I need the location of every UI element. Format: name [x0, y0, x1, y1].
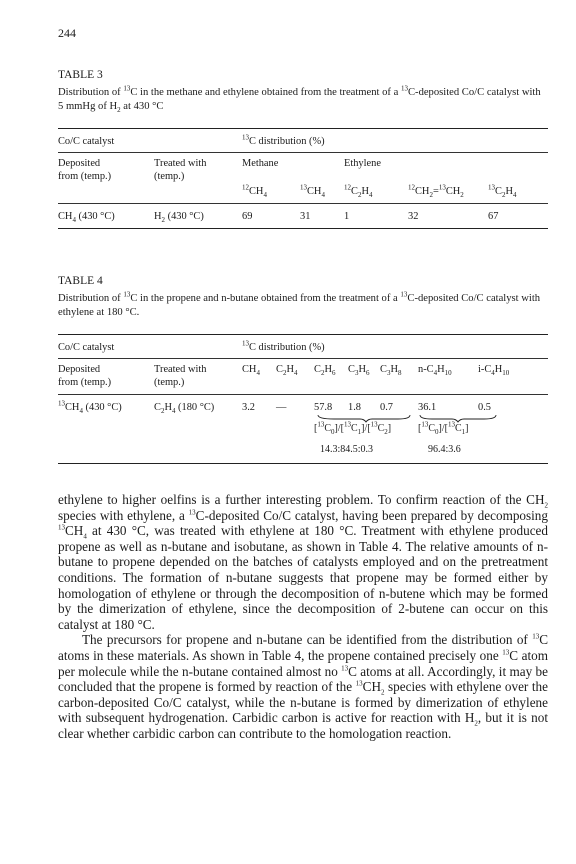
page-number: 244 — [58, 26, 76, 40]
table3-cell-v2: 31 — [300, 211, 311, 222]
table3-cell-treated: $H_2$ (430 °C) — [154, 211, 204, 225]
table4-header-deposited: Deposited from (temp.) — [58, 364, 112, 388]
table4-col-C3H8: $C_3H_8$ — [380, 364, 402, 378]
table4-cell-v1: — — [276, 402, 287, 413]
table4-cell-v6: 0.5 — [478, 402, 491, 413]
table3-block — [58, 69, 548, 229]
table3-cell-v3: 1 — [344, 211, 350, 222]
table4-propene-ratio: 14.3:84.5:0.3 — [320, 444, 374, 455]
table4-butane-ratio-label: $[^{13}C_0]/[^{13}C_1]$ — [418, 420, 469, 436]
table3-col-13CH4: $^{13}CH_4$ — [300, 183, 325, 200]
table4-cell-v4: 0.7 — [380, 402, 393, 413]
table4-propene-brace — [314, 414, 418, 421]
table4 — [58, 334, 548, 464]
table4-cell-v2: 57.8 — [314, 402, 333, 413]
table4-cell-v0: 3.2 — [242, 402, 255, 413]
paragraph-2: The precursors for propene and n-butane can be identified from the distribution of $^{13}$C atoms in these materials. As shown in Table 4, the propene contained precisely one $^{13}$C atom per molecule while the n-butane contained almost no $^{13}$C atoms at all. Accordingly, it may be concluded that the propene is formed by reaction of the $^{13}CH_2$ species with ethylene over the carbon-deposited Co/C catalyst, while the n-butane is formed by dimerization of ethylene with subsequent hydrogenation. Carbidic carbon is active for reaction with $H_2$, but it is not clear whether carbidic carbon can contribute to the homologation reaction. — [58, 632, 549, 741]
table4-col-C2H4: $C_2H_4$ — [276, 364, 298, 378]
body-text — [58, 492, 548, 742]
table4-caption: Distribution of $^{13}$C in the propene and n-butane obtained from the treatment of a $^{13}$C-deposited Co/C catalyst with ethylene at 180 °C. — [58, 290, 541, 318]
table3 — [58, 128, 548, 229]
table4-label: TABLE 4 — [58, 275, 103, 287]
table3-cell-v1: 69 — [242, 211, 253, 222]
table4-col-C2H6: $C_2H_6$ — [314, 364, 336, 378]
table3-cell-v5: 67 — [488, 211, 499, 222]
brace-icon — [314, 414, 414, 422]
table4-block — [58, 275, 548, 464]
table3-cell-v4: 32 — [408, 211, 419, 222]
table3-col-12C2H4: $^{12}C_2H_4$ — [344, 183, 373, 200]
table3-header-distribution: $^{13}$C distribution (%) — [242, 133, 325, 147]
table4-col-iC4H10: $i-C_4H_{10}$ — [478, 364, 510, 378]
table4-col-CH4: $CH_4$ — [242, 364, 260, 378]
table4-butane-ratio: 96.4:3.6 — [428, 444, 461, 455]
table4-butane-brace — [418, 414, 548, 421]
table3-col-12CH4: $^{12}CH_4$ — [242, 183, 267, 200]
table4-col-nC4H10: $n-C_4H_{10}$ — [418, 364, 452, 378]
table4-cell-v3: 1.8 — [348, 402, 361, 413]
table4-header-treated: Treated with (temp.) — [154, 364, 207, 388]
table4-col-C3H6: $C_3H_6$ — [348, 364, 370, 378]
table3-col-13C2H4: $^{13}C_2H_4$ — [488, 183, 517, 200]
table3-label: TABLE 3 — [58, 69, 103, 81]
table4-header-catalyst: Co/C catalyst — [58, 342, 115, 353]
table3-header-ethylene: Ethylene — [344, 158, 381, 169]
table3-col-mixed: $^{12}CH_2=^{13}CH_2$ — [408, 183, 464, 200]
table3-cell-deposited: $CH_4$ (430 °C) — [58, 211, 115, 225]
table3-header-deposited: Deposited from (temp.) — [58, 158, 112, 182]
table4-header-distribution: $^{13}$C distribution (%) — [242, 339, 325, 353]
table-row — [58, 204, 548, 229]
table3-header-treated: Treated with (temp.) — [154, 158, 207, 182]
table4-cell-v5: 36.1 — [418, 402, 437, 413]
table-row — [58, 395, 548, 415]
table4-cell-deposited: $^{13}CH_4$ (430 °C) — [58, 399, 122, 416]
table3-caption: Distribution of $^{13}$C in the methane and ethylene obtained from the treatment of a $^{13}$C-deposited Co/C catalyst with 5 mmHg of $H_2$ at 430 °C — [58, 84, 541, 115]
paragraph-1: ethylene to higher oelfins is a further interesting problem. To confirm reaction of the $CH_2$ species with ethylene, a $^{13}$C-deposited Co/C catalyst, having been prepared by decomposing $^{13}CH_4$ at 430 °C, was treated with ethylene at 180 °C. Treatment with ethylene produced propene as well as n-butane and isobutane, as shown in Table 4. The relative amounts of n-butane to propene depended on the batches of catalysts employed and on the pretreatment conditions. The formation of n-butane suggests that propene may be formed either by homologation of ethylene or through the decomposition of n-butene which may be formed by the dimerization of ethylene, since the decomposition of 2-butene can occur on this catalyst at 180 °C. — [58, 492, 548, 632]
brace-icon — [418, 414, 498, 422]
table4-cell-treated: $C_2H_4$ (180 °C) — [154, 402, 215, 416]
page — [58, 26, 548, 464]
table3-header-methane: Methane — [242, 158, 279, 169]
table3-header-catalyst: Co/C catalyst — [58, 136, 115, 147]
table4-propene-ratio-label: $[^{13}C_0]/[^{13}C_1]/[^{13}C_2]$ — [314, 420, 392, 436]
